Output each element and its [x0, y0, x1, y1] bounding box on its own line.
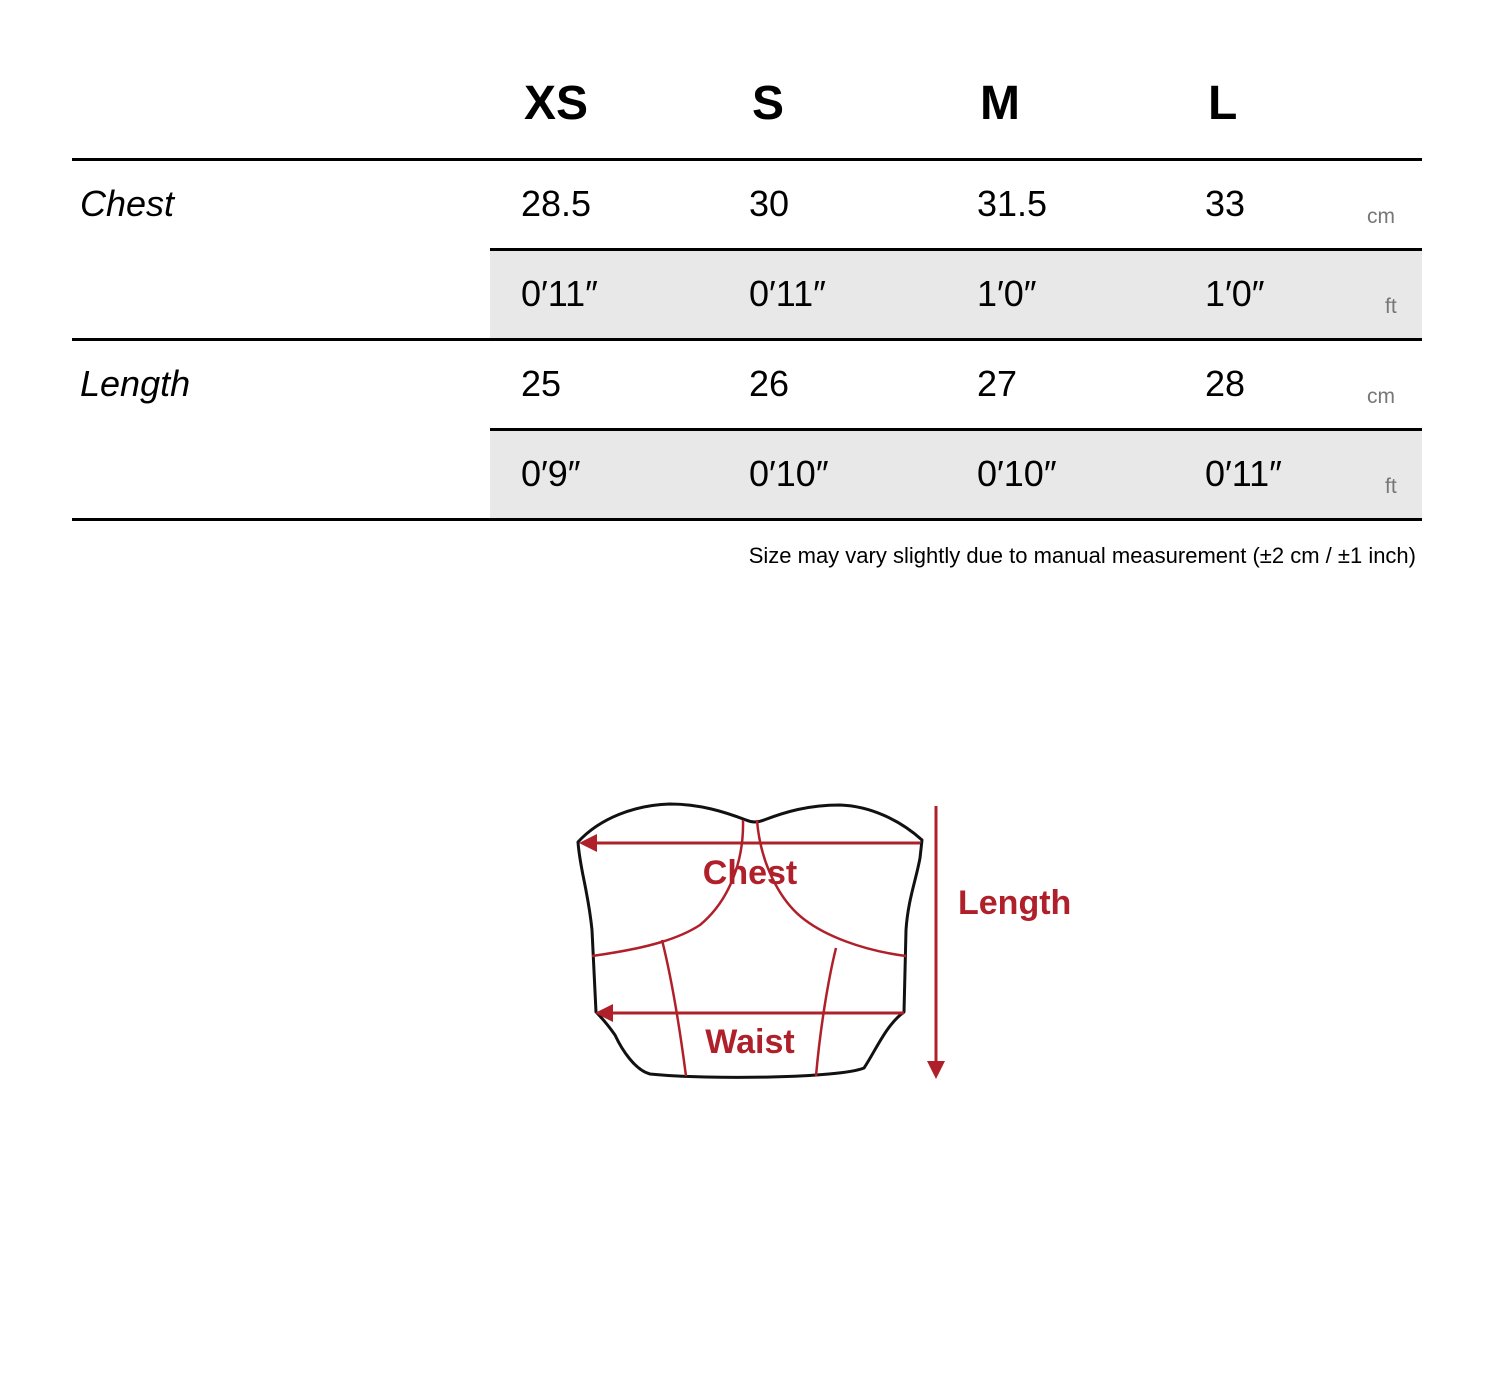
measurement-disclaimer: Size may vary slightly due to manual measurement (±2 cm / ±1 inch): [748, 543, 1416, 568]
chest-unit-divider: [490, 248, 1422, 251]
size-heading-xs: XS: [524, 77, 589, 130]
length-cm-xs: 25: [521, 363, 562, 404]
length-cm-unit: cm: [1367, 385, 1395, 408]
chest-ft-row-band: [490, 251, 1422, 339]
length-unit-divider: [490, 428, 1422, 431]
chest-ft-m: 1′0″: [977, 273, 1037, 314]
measurement-diagram: [540, 780, 1100, 1110]
size-heading-m: M: [980, 77, 1020, 130]
length-cm-l: 28: [1205, 363, 1246, 404]
size-heading-s: S: [752, 77, 785, 130]
row-divider: [72, 338, 1422, 341]
length-ft-l: 0′11″: [1205, 453, 1282, 494]
chest-ft-unit: ft: [1385, 295, 1397, 318]
chest-ft-l: 1′0″: [1205, 273, 1265, 314]
chest-cm-unit: cm: [1367, 205, 1395, 228]
chest-cm-m: 31.5: [977, 183, 1048, 224]
length-cm-s: 26: [749, 363, 790, 404]
length-cm-m: 27: [977, 363, 1018, 404]
size-heading-l: L: [1208, 77, 1238, 130]
length-ft-row-band: [490, 431, 1422, 519]
chest-ft-xs: 0′11″: [521, 273, 598, 314]
length-ft-s: 0′10″: [749, 453, 829, 494]
length-ft-unit: ft: [1385, 475, 1397, 498]
chest-row-label: Chest: [80, 183, 175, 224]
table-bottom-divider: [72, 518, 1422, 521]
chest-cm-xs: 28.5: [521, 183, 592, 224]
chest-cm-s: 30: [749, 183, 790, 224]
chest-diagram-label: Chest: [702, 854, 798, 892]
chest-cm-l: 33: [1205, 183, 1246, 224]
waist-diagram-label: Waist: [705, 1023, 795, 1061]
length-ft-xs: 0′9″: [521, 453, 581, 494]
length-ft-m: 0′10″: [977, 453, 1057, 494]
header-divider: [72, 158, 1422, 161]
chest-ft-s: 0′11″: [749, 273, 826, 314]
length-row-label: Length: [80, 363, 191, 404]
length-diagram-label: Length: [958, 884, 1072, 922]
